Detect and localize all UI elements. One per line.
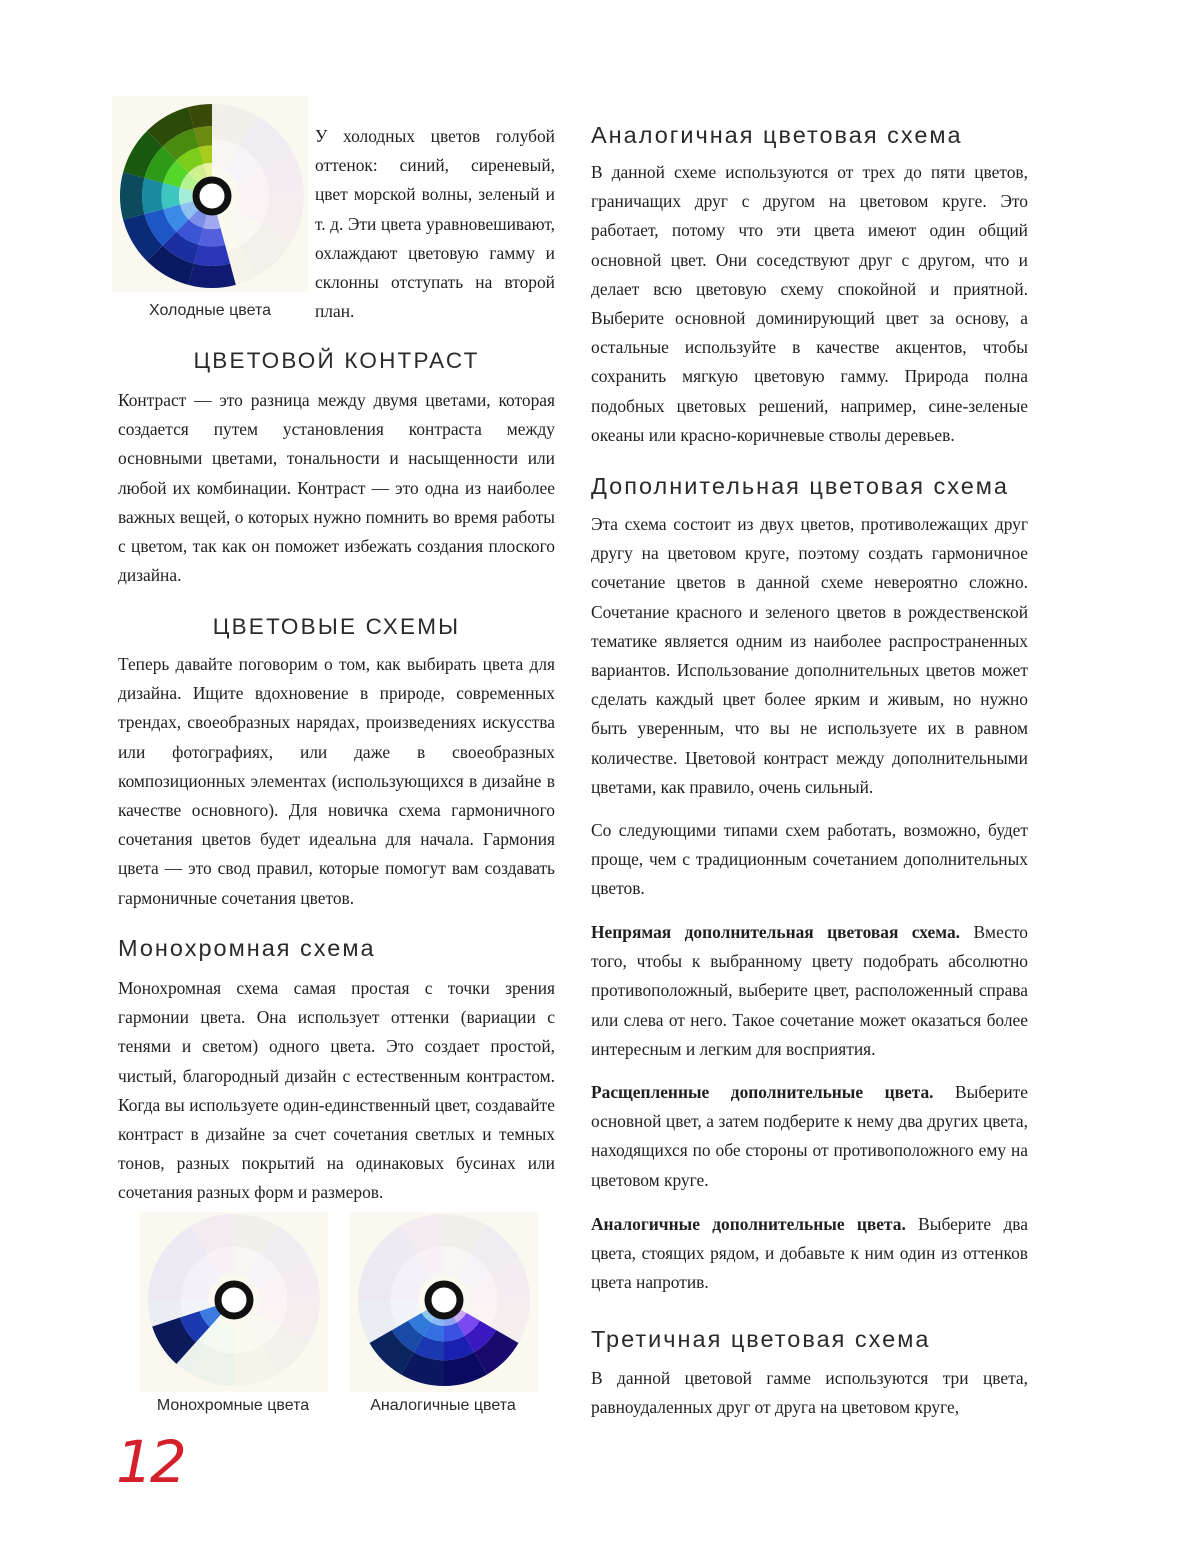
wheel-segment — [199, 228, 225, 247]
cold-colors-wheel-graphic — [112, 96, 308, 292]
analog-heading: Аналогичная цветовая схема — [591, 122, 963, 148]
analogous-wheel — [350, 1212, 538, 1392]
monochrome-wheel — [140, 1212, 328, 1392]
analog-comp-text: Выберите два цвета, стоящих рядом, и добавьте к ним один из оттенков цвета напротив. — [591, 1214, 1028, 1293]
contrast-heading: ЦВЕТОВОЙ КОНТРАСТ — [193, 348, 480, 373]
wheel-segment — [194, 245, 230, 266]
split-text: Выберите основной цвет, а затем подберите к нему два других цвета, находящихся по обе стороны от противоположного ему на цветовом круге. — [591, 1082, 1029, 1190]
complement-paragraph: Эта схема состоит из двух цветов, противолежащих друг другу на цветовом круге, поэтому создать гармоничное сочетание цветов в данной схеме невероятно сложно. Сочетание красного и зеленого цветов в рождественской тематике является одним из наиболее распространенных вариантов. Использование дополнительных цветов может сделать каждый цвет более ярким и живым, но нужно быть уверенным, что вы не используете их в равном количестве. Цветовой контраст между дополнительными цветами, как правило, очень сильный. — [591, 514, 1028, 797]
monochrome-wheel-graphic — [140, 1212, 328, 1392]
wheel-segment — [161, 183, 180, 209]
wheel-segment — [142, 178, 163, 214]
indirect-title: Непрямая дополнительная цветовая схема. — [591, 922, 961, 942]
mono-heading: Монохромная схема — [118, 935, 376, 961]
wheel-center-ring — [218, 1284, 250, 1316]
analog-paragraph: В данной схеме используются от трех до пяти цветов, граничащих друг с другом на цветовом круге. Это работает, потому что эти цвета имеют один общий основной цвет. Они соседствуют друг с другом, что и делает всю цветовую схему спокойной и приятной. Выберите основной доминирующий цвет за основу, а остальные используйте в качестве акцентов, чтобы сохранить мягкую цветовую гамму. Природа полна подобных цветовых решений, например, сине-зеленые океаны или красно-коричневые стволы деревьев. — [591, 162, 1028, 445]
split-title: Расщепленные дополнительные цвета. — [591, 1082, 934, 1102]
complement-heading: Дополнительная цветовая схема — [591, 473, 1010, 499]
split-paragraph — [591, 1078, 1028, 1195]
contrast-paragraph: Контраст — это разница между двумя цветами, которая создается путем установления контраста между основными цветами, тональности и насыщенности или любой их комбинации. Контраст — это одна из наиболее важных вещей, о которых нужно помнить во время работы с цветом, так как он поможет избежать создания плоского дизайна. — [118, 390, 555, 586]
schemes-heading: ЦВЕТОВЫЕ СХЕМЫ — [212, 614, 461, 639]
page-number: 12 — [116, 1428, 184, 1496]
complement-paragraph-2: Со следующими типами схем работать, возможно, будет проще, чем с традиционным сочетанием дополнительных цветов. — [591, 820, 1028, 899]
indirect-paragraph — [591, 918, 1028, 1064]
cold-colors-caption: Холодные цвета — [148, 302, 271, 319]
triad-paragraph: В данной цветовой гамме используются три цвета, равноудаленных друг от друга на цветовом круге, — [591, 1368, 1028, 1418]
indirect-text: Вместо того, чтобы к выбранному цвету подобрать абсолютно противоположный, выберите цвет, расположенный справа или слева от него. Такое сочетание может оказаться более интересным и легким для восприятия. — [591, 922, 1029, 1059]
monochrome-caption: Монохромные цвета — [156, 1397, 310, 1414]
wheel-center-ring — [428, 1284, 460, 1316]
wheel-center-ring — [196, 180, 228, 212]
cold-colors-wheel — [112, 96, 308, 292]
wheel-segment — [188, 264, 236, 288]
mono-paragraph: Монохромная схема самая простая с точки зрения гармонии цвета. Она использует оттенки (вариации с тенями и светом) одного цвета. Это создает простой, чистый, благородный дизайн с естественным контрастом. Когда вы используете один-единственный цвет, создавайте контраст в дизайне за счет сочетания светлых и темных тонов, разных покрытий на одинаковых бусинах или сочетания разных форм и размеров. — [118, 978, 555, 1203]
analogous-caption: Аналогичные цвета — [370, 1397, 516, 1414]
analogous-wheel-graphic — [350, 1212, 538, 1392]
triad-heading: Третичная цветовая схема — [591, 1326, 931, 1352]
analog-comp-title: Аналогичные дополнительные цвета. — [591, 1214, 906, 1234]
wheel-segment — [120, 172, 144, 220]
schemes-paragraph: Теперь давайте поговорим о том, как выбирать цвета для дизайна. Ищите вдохновение в природе, современных трендах, своеобразных нарядах, произведениях искусства или фотографиях, или даже в своеобразных композиционных элементах (использующихся в дизайне в качестве основного). Для новичка схема гармоничного сочетания цветов будет идеальна для начала. Гармония цвета — это свод правил, которые помогут вам создавать гармоничные сочетания цветов. — [118, 654, 555, 908]
analog-comp-paragraph — [591, 1210, 1028, 1298]
cold-colors-paragraph: У холодных цветов голубой оттенок: синий, сиреневый, цвет морской волны, зеленый и т. д. Эти цвета уравновешивают, охлаждают цветовую гамму и склонны отступать на второй план. — [315, 126, 555, 322]
